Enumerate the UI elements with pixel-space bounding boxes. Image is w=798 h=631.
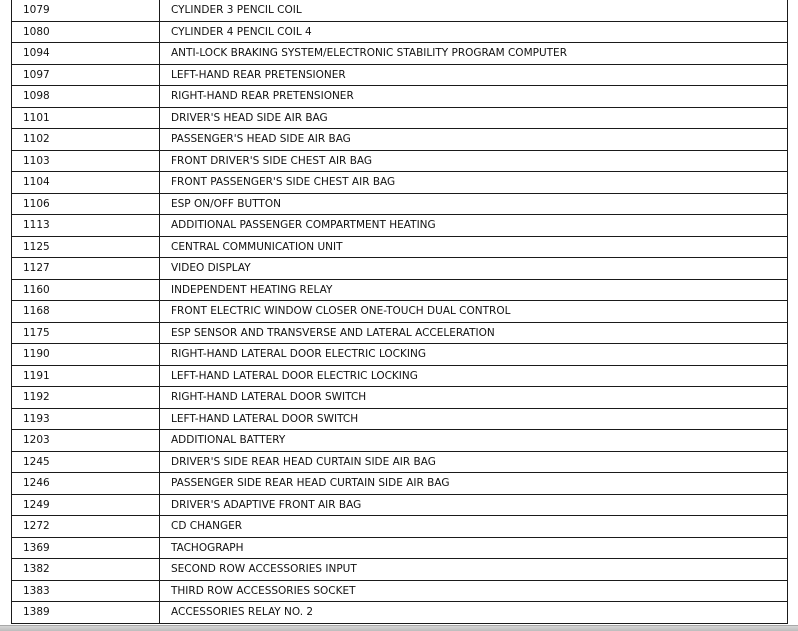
table-row <box>12 451 788 473</box>
component-description-cell: DRIVER'S SIDE REAR HEAD CURTAIN SIDE AIR BAG <box>160 451 788 473</box>
table-row <box>12 258 788 280</box>
component-description-cell: FRONT PASSENGER'S SIDE CHEST AIR BAG <box>160 172 788 194</box>
component-description-cell: ANTI-LOCK BRAKING SYSTEM/ELECTRONIC STABILITY PROGRAM COMPUTER <box>160 43 788 65</box>
table-row <box>12 301 788 323</box>
component-description-cell: ESP ON/OFF BUTTON <box>160 193 788 215</box>
component-code-cell: 1203 <box>12 430 160 452</box>
table-row <box>12 365 788 387</box>
component-description-cell: RIGHT-HAND LATERAL DOOR ELECTRIC LOCKING <box>160 344 788 366</box>
table-row <box>12 236 788 258</box>
table-row <box>12 172 788 194</box>
component-code-cell: 1383 <box>12 580 160 602</box>
table-row <box>12 602 788 624</box>
component-code-cell: 1168 <box>12 301 160 323</box>
component-description-cell: CD CHANGER <box>160 516 788 538</box>
table-row <box>12 86 788 108</box>
component-description-cell: ADDITIONAL BATTERY <box>160 430 788 452</box>
table-row <box>12 43 788 65</box>
component-description-cell: VIDEO DISPLAY <box>160 258 788 280</box>
component-description-cell: CENTRAL COMMUNICATION UNIT <box>160 236 788 258</box>
component-description-cell: TACHOGRAPH <box>160 537 788 559</box>
table-row <box>12 107 788 129</box>
table-row <box>12 473 788 495</box>
component-code-cell: 1104 <box>12 172 160 194</box>
component-description-cell: ESP SENSOR AND TRANSVERSE AND LATERAL ACCELERATION <box>160 322 788 344</box>
component-description-cell: FRONT DRIVER'S SIDE CHEST AIR BAG <box>160 150 788 172</box>
component-code-cell: 1127 <box>12 258 160 280</box>
component-code-cell: 1190 <box>12 344 160 366</box>
component-code-cell: 1389 <box>12 602 160 624</box>
table-row <box>12 279 788 301</box>
component-description-cell: PASSENGER'S HEAD SIDE AIR BAG <box>160 129 788 151</box>
component-description-cell: DRIVER'S HEAD SIDE AIR BAG <box>160 107 788 129</box>
table-row <box>12 129 788 151</box>
component-code-cell: 1193 <box>12 408 160 430</box>
component-description-cell: PASSENGER SIDE REAR HEAD CURTAIN SIDE AIR BAG <box>160 473 788 495</box>
component-code-cell: 1245 <box>12 451 160 473</box>
component-code-cell: 1103 <box>12 150 160 172</box>
table-row <box>12 516 788 538</box>
table-row <box>12 344 788 366</box>
table-row <box>12 64 788 86</box>
window-bottom-edge <box>0 625 798 631</box>
component-code-cell: 1272 <box>12 516 160 538</box>
component-code-cell: 1246 <box>12 473 160 495</box>
component-code-cell: 1382 <box>12 559 160 581</box>
component-code-cell: 1106 <box>12 193 160 215</box>
component-description-cell: LEFT-HAND LATERAL DOOR ELECTRIC LOCKING <box>160 365 788 387</box>
table-row <box>12 430 788 452</box>
table-row <box>12 387 788 409</box>
table-row <box>12 408 788 430</box>
component-code-table <box>11 0 788 624</box>
component-description-cell: DRIVER'S ADAPTIVE FRONT AIR BAG <box>160 494 788 516</box>
component-code-cell: 1175 <box>12 322 160 344</box>
table-row <box>12 150 788 172</box>
component-description-cell: ACCESSORIES RELAY NO. 2 <box>160 602 788 624</box>
component-description-cell: THIRD ROW ACCESSORIES SOCKET <box>160 580 788 602</box>
component-description-cell: LEFT-HAND REAR PRETENSIONER <box>160 64 788 86</box>
component-code-cell: 1097 <box>12 64 160 86</box>
component-code-cell: 1094 <box>12 43 160 65</box>
table-row <box>12 537 788 559</box>
component-description-cell: LEFT-HAND LATERAL DOOR SWITCH <box>160 408 788 430</box>
table-row <box>12 21 788 43</box>
component-description-cell: FRONT ELECTRIC WINDOW CLOSER ONE-TOUCH DUAL CONTROL <box>160 301 788 323</box>
table-row <box>12 193 788 215</box>
component-description-cell: INDEPENDENT HEATING RELAY <box>160 279 788 301</box>
component-code-cell: 1192 <box>12 387 160 409</box>
component-description-cell: RIGHT-HAND LATERAL DOOR SWITCH <box>160 387 788 409</box>
component-code-cell: 1125 <box>12 236 160 258</box>
table-row <box>12 0 788 21</box>
component-description-cell: ADDITIONAL PASSENGER COMPARTMENT HEATING <box>160 215 788 237</box>
component-code-cell: 1101 <box>12 107 160 129</box>
component-description-cell: SECOND ROW ACCESSORIES INPUT <box>160 559 788 581</box>
component-code-cell: 1098 <box>12 86 160 108</box>
table-row <box>12 322 788 344</box>
component-code-cell: 1160 <box>12 279 160 301</box>
table-body <box>12 0 788 623</box>
table-row <box>12 494 788 516</box>
table-row <box>12 580 788 602</box>
component-description-cell: RIGHT-HAND REAR PRETENSIONER <box>160 86 788 108</box>
component-code-cell: 1249 <box>12 494 160 516</box>
component-code-cell: 1191 <box>12 365 160 387</box>
table-row <box>12 215 788 237</box>
component-code-cell: 1080 <box>12 21 160 43</box>
component-code-cell: 1102 <box>12 129 160 151</box>
component-code-cell: 1113 <box>12 215 160 237</box>
component-code-cell: 1079 <box>12 0 160 21</box>
component-description-cell: CYLINDER 3 PENCIL COIL <box>160 0 788 21</box>
table-row <box>12 559 788 581</box>
component-description-cell: CYLINDER 4 PENCIL COIL 4 <box>160 21 788 43</box>
component-code-cell: 1369 <box>12 537 160 559</box>
